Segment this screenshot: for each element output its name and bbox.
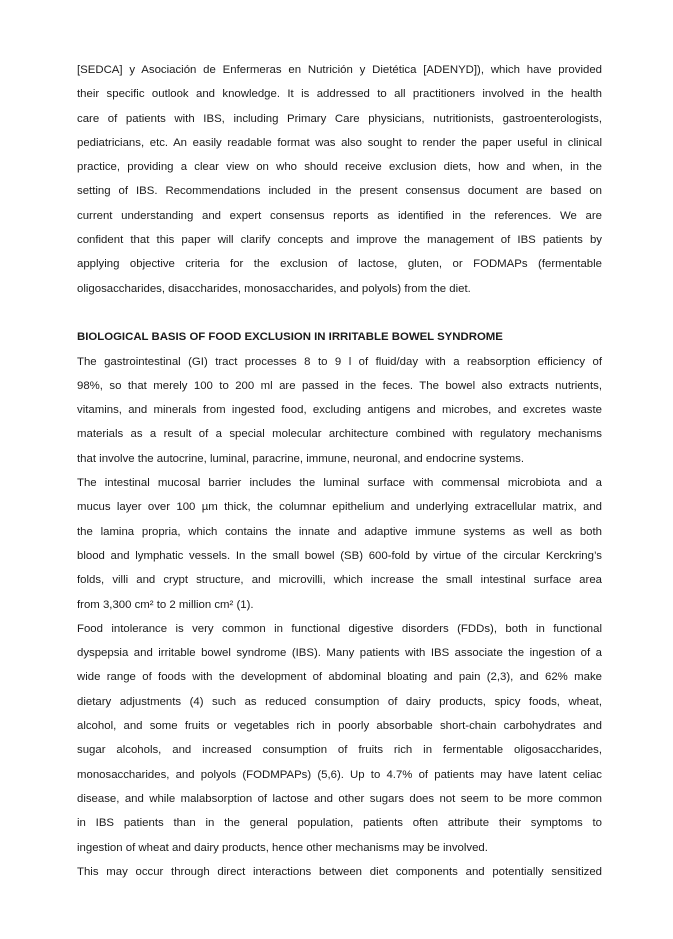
text-line: disease, and while malabsorption of lactose and other sugars does not seem to be more common <box>77 792 602 805</box>
text-line: pediatricians, etc. An easily readable format was also sought to render the paper useful in clinical <box>77 136 602 149</box>
body-paragraph-mechanisms <box>77 860 602 884</box>
text-line: practice, providing a clear view on who should receive exclusion diets, how and when, in the <box>77 161 602 174</box>
text-line: from 3,300 cm² to 2 million cm² (1). <box>77 598 254 611</box>
text-line: care of patients with IBS, including Primary Care physicians, nutritionists, gastroenterologists, <box>77 112 602 125</box>
text-line: current understanding and expert consensus reports as identified in the references. We are <box>77 209 602 222</box>
text-line: oligosaccharides, disaccharides, monosaccharides, and polyols) from the diet. <box>77 282 471 295</box>
text-line: The intestinal mucosal barrier includes the luminal surface with commensal microbiota and a <box>77 477 602 490</box>
text-line: monosaccharides, and polyols (FODMPAPs) (5,6). Up to 4.7% of patients may have latent celiac <box>77 768 602 781</box>
text-line: Food intolerance is very common in functional digestive disorders (FDDs), both in functional <box>77 622 602 635</box>
text-line: ingestion of wheat and dairy products, hence other mechanisms may be involved. <box>77 841 488 854</box>
text-line: confident that this paper will clarify concepts and improve the management of IBS patients by <box>77 234 602 247</box>
text-line: the lamina propria, which contains the innate and adaptive immune systems as well as both <box>77 525 602 538</box>
text-line: This may occur through direct interactions between diet components and potentially sensitized <box>77 865 602 878</box>
text-line: dietary adjustments (4) such as reduced consumption of dairy products, spicy foods, wheat, <box>77 695 602 708</box>
text-line: materials as a result of a special molecular architecture combined with regulatory mechanisms <box>77 428 602 441</box>
text-line: 98%, so that merely 100 to 200 ml are passed in the feces. The bowel also extracts nutrients, <box>77 379 602 392</box>
intro-paragraph <box>77 58 602 301</box>
body-paragraph-gi-tract <box>77 350 602 471</box>
text-line: setting of IBS. Recommendations included in the present consensus document are based on <box>77 185 602 198</box>
text-line: applying objective criteria for the exclusion of lactose, gluten, or FODMAPs (fermentable <box>77 258 602 271</box>
paragraph-spacer <box>77 301 602 325</box>
body-paragraph-food-intolerance <box>77 617 602 860</box>
text-line: that involve the autocrine, luminal, paracrine, immune, neuronal, and endocrine systems. <box>77 452 525 465</box>
text-line: [SEDCA] y Asociación de Enfermeras en Nutrición y Dietética [ADENYD]), which have provided <box>77 64 602 76</box>
text-line: sugar alcohols, and increased consumption of fruits rich in fermentable oligosaccharides, <box>77 744 602 757</box>
text-line: alcohol, and some fruits or vegetables rich in poorly absorbable short-chain carbohydrates and <box>77 720 602 733</box>
text-line: The gastrointestinal (GI) tract processes 8 to 9 l of fluid/day with a reabsorption efficiency of <box>77 355 602 368</box>
text-line: in IBS patients than in the general population, patients often attribute their symptoms to <box>77 817 602 830</box>
text-line: dyspepsia and irritable bowel syndrome (IBS). Many patients with IBS associate the ingestion of a <box>77 647 602 660</box>
body-paragraph-mucosal-barrier <box>77 471 602 617</box>
text-line: wide range of foods with the development of abdominal bloating and pain (2,3), and 62% make <box>77 671 602 684</box>
text-line: their specific outlook and knowledge. It is addressed to all practitioners involved in the health <box>77 88 602 101</box>
section-heading: BIOLOGICAL BASIS OF FOOD EXCLUSION IN IRRITABLE BOWEL SYNDROME <box>77 331 503 344</box>
text-line: mucus layer over 100 µm thick, the columnar epithelium and underlying extracellular matrix, and <box>77 501 602 514</box>
text-line: folds, villi and crypt structure, and microvilli, which increase the small intestinal surface area <box>77 574 602 587</box>
text-line: blood and lymphatic vessels. In the small bowel (SB) 600-fold by virtue of the circular Kerckring’s <box>77 549 602 562</box>
text-line: vitamins, and minerals from ingested food, excluding antigens and microbes, and excretes waste <box>77 404 602 417</box>
document-page <box>77 58 602 884</box>
